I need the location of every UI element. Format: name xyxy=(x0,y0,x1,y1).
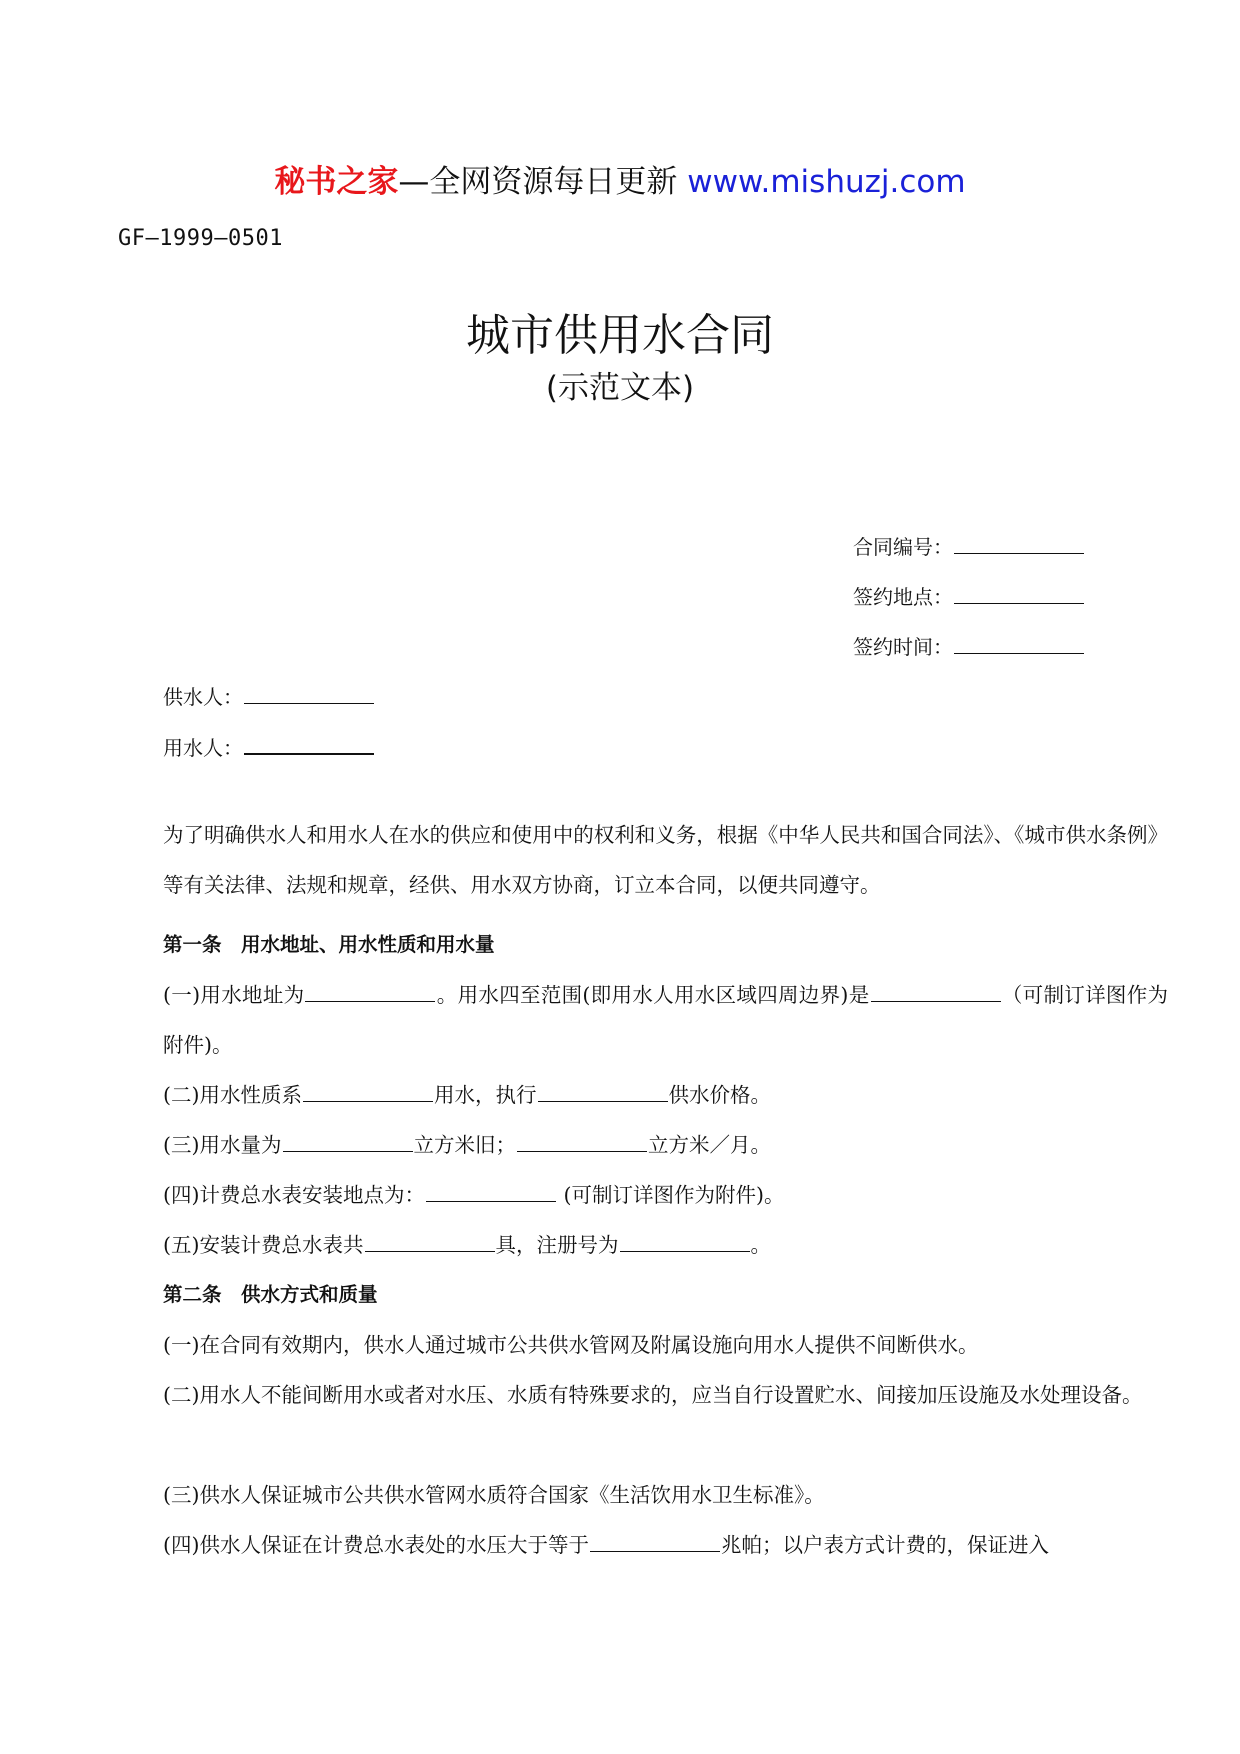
user-label: 用水人： xyxy=(163,736,243,760)
clause-2-2: (二)用水人不能间断用水或者对水压、水质有特殊要求的，应当自行设置贮水、间接加压设施及水处理设备。 xyxy=(163,1383,1143,1407)
clause-1-5-text-c: 。 xyxy=(750,1233,771,1257)
header-tagline: —全网资源每日更新 xyxy=(398,164,678,200)
clause-1-4-text-a: (四)计费总水表安装地点为： xyxy=(163,1183,425,1207)
clause-1-2 xyxy=(122,1070,1168,1120)
document-code: GF—1999—0501 xyxy=(118,226,283,251)
contract-number-field xyxy=(853,531,1085,561)
sign-time-blank xyxy=(954,631,1084,654)
sign-time-field xyxy=(853,631,1085,661)
clause-2-4 xyxy=(122,1520,1168,1570)
clause-1-3-text-c: 立方米／月。 xyxy=(648,1133,771,1157)
clause-1-1-text-b: 。用水四至范围(即用水人用水区域四周边界)是 xyxy=(436,983,870,1007)
user-field xyxy=(163,731,375,762)
daily-volume-blank xyxy=(283,1129,413,1152)
meter-count-blank xyxy=(365,1229,495,1252)
contract-number-blank xyxy=(954,531,1084,554)
supplier-label: 供水人： xyxy=(163,685,243,709)
pressure-blank xyxy=(590,1529,720,1552)
article-2-heading: 第二条 供水方式和质量 xyxy=(163,1283,378,1306)
clause-1-4-text-b: (可制订详图作为附件)。 xyxy=(563,1183,785,1207)
clause-1-3-text-a: (三)用水量为 xyxy=(163,1133,282,1157)
boundary-blank xyxy=(871,979,1001,1002)
preamble-paragraph: 为了明确供水人和用水人在水的供应和使用中的权利和义务，根据《中华人民共和国合同法》、《城市供水条例》等有关法律、法规和规章，经供、用水双方协商，订立本合同，以便共同遵守。 xyxy=(163,823,1168,897)
price-type-blank xyxy=(538,1079,668,1102)
clause-2-4-text-a: (四)供水人保证在计费总水表处的水压大于等于 xyxy=(163,1533,589,1557)
clause-1-5 xyxy=(122,1220,1168,1270)
user-blank xyxy=(244,731,374,755)
contract-number-label: 合同编号： xyxy=(853,535,953,559)
clause-1-1-text-a: (一)用水地址为 xyxy=(163,983,305,1007)
document-subtitle: (示范文本) xyxy=(545,370,695,406)
clause-1-2-text-b: 用水，执行 xyxy=(434,1083,537,1107)
clause-1-1-text-c: （可制订详图作为附件)。 xyxy=(163,983,1169,1057)
sign-time-label: 签约时间： xyxy=(853,635,953,659)
meter-location-blank xyxy=(426,1179,556,1202)
article-1-heading: 第一条 用水地址、用水性质和用水量 xyxy=(163,933,495,956)
register-no-blank xyxy=(620,1229,750,1252)
address-blank xyxy=(305,979,435,1002)
site-header xyxy=(0,162,1240,202)
brand-name: 秘书之家 xyxy=(274,164,399,200)
supplier-field xyxy=(163,681,375,711)
usage-type-blank xyxy=(303,1079,433,1102)
site-url[interactable]: www.mishuzj.com xyxy=(687,164,966,200)
clause-1-1 xyxy=(122,970,1168,1070)
sign-place-field xyxy=(853,581,1085,611)
clause-1-3-text-b: 立方米旧； xyxy=(413,1133,516,1157)
clause-2-3: (三)供水人保证城市公共供水管网水质符合国家《生活饮用水卫生标准》。 xyxy=(163,1483,825,1507)
clause-1-3 xyxy=(122,1120,1168,1170)
sign-place-label: 签约地点： xyxy=(853,585,953,609)
clause-1-4 xyxy=(122,1170,1168,1220)
clause-1-5-text-b: 具，注册号为 xyxy=(495,1233,619,1257)
monthly-volume-blank xyxy=(517,1129,647,1152)
clause-2-1: (一)在合同有效期内，供水人通过城市公共供水管网及附属设施向用水人提供不间断供水。 xyxy=(163,1333,979,1357)
clause-1-2-text-c: 供水价格。 xyxy=(668,1083,771,1107)
clause-1-5-text-a: (五)安装计费总水表共 xyxy=(163,1233,364,1257)
sign-place-blank xyxy=(954,581,1084,604)
clause-2-4-text-b: 兆帕；以户表方式计费的，保证进入 xyxy=(721,1533,1049,1557)
document-title: 城市供用水合同 xyxy=(466,310,774,361)
clause-1-2-text-a: (二)用水性质系 xyxy=(163,1083,302,1107)
supplier-blank xyxy=(244,681,374,704)
